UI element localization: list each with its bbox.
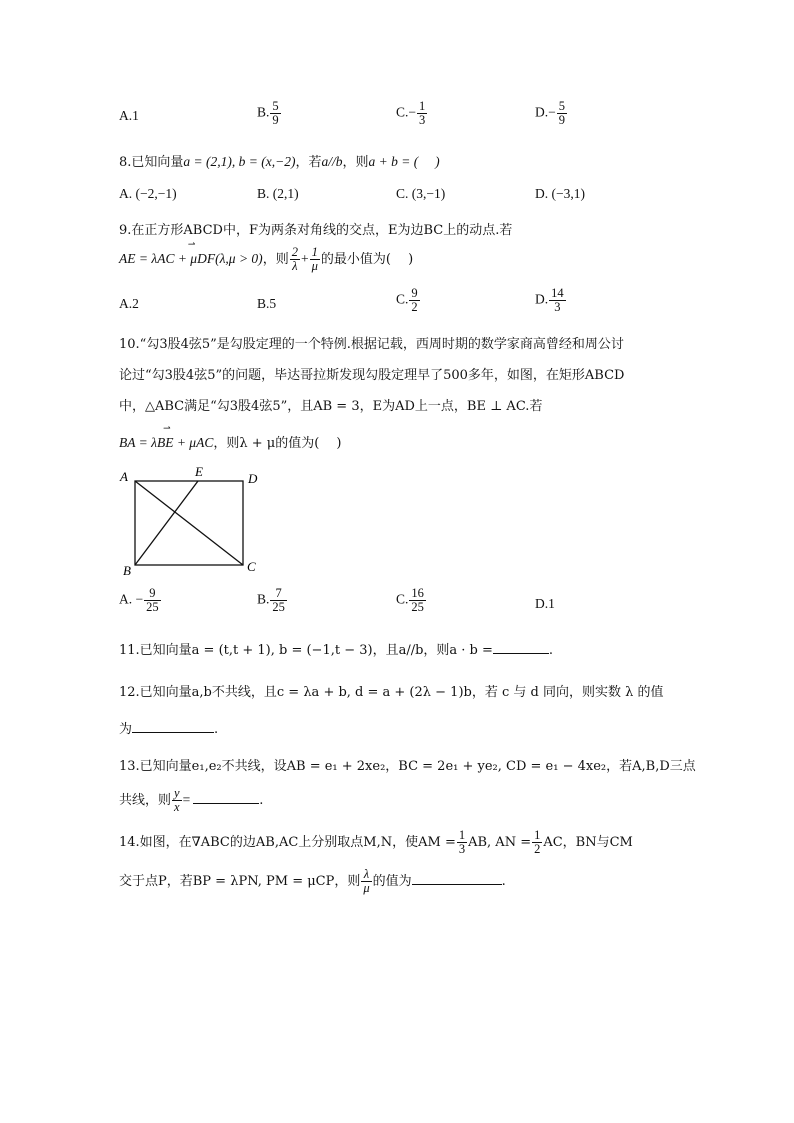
q10-option-a: A. − $\frac{9}{25}$: [119, 586, 159, 615]
q10-stem-line1: 10.“勾3股4弦5”是勾股定理的一个特例.根据记载，西周时期的数学家商高曾经和周公讨: [119, 337, 624, 352]
q8-stem: 8.已知向量a = (2,1), b = (x,−2)，若a//b，则a + b = ( ): [119, 154, 440, 170]
q11-answer-blank[interactable]: [493, 641, 549, 654]
q9-stem-line2: ⇀ AE = λAC + μDF(λ,μ > 0)，则 $\frac{2}{\lambda}$ + $\frac{1}{\mu}$ 的最小值为( ): [119, 246, 413, 273]
q12-answer-blank[interactable]: [132, 720, 214, 733]
rectangle-figure: [115, 462, 265, 580]
q10-stem-line3: 中，△ABC满足“勾3股4弦5”，且AB = 3，E为AD上一点，BE ⊥ AC.若: [119, 399, 543, 414]
q10-option-d: D.1: [535, 596, 555, 611]
q10-option-c: C. $\frac{16}{25}$: [396, 586, 424, 615]
q9-option-b: B.5: [257, 296, 277, 311]
q10-option-b: B. $\frac{7}{25}$: [257, 586, 285, 615]
label-d: D: [248, 471, 258, 486]
q12-stem-line2: 为 .: [119, 722, 219, 737]
q14-stem-line2: 交于点P，若BP = λPN, PM = μCP，则 $\frac{\lambda}{\mu}$ 的值为 .: [119, 867, 506, 896]
q13-stem-line2: 共线，则 $\frac{y}{x}$ = .: [119, 786, 264, 815]
q10-stem-line2: 论过“勾3股4弦5”的问题，毕达哥拉斯发现勾股定理早了500多年，如图，在矩形ABCD: [119, 368, 625, 383]
q11-stem: 11.已知向量a = (t,t + 1), b = (−1,t − 3)，且a//b，则a · b = .: [119, 643, 554, 658]
q13-answer-blank[interactable]: [193, 791, 259, 804]
label-a: A: [120, 469, 128, 484]
q13-stem-line1: 13.已知向量e₁,e₂不共线，设AB = e₁ + 2xe₂，BC = 2e₁ + ye₂, CD = e₁ − 4xe₂，若A,B,D三点: [119, 759, 696, 774]
label-c: C: [247, 559, 256, 574]
q8-option-d: D. (−3,1): [535, 186, 585, 201]
q9-option-a: A.2: [119, 296, 139, 311]
label-b: B: [123, 563, 131, 578]
q10-stem-line4: ⇀ BA = λBE + μAC，则λ + μ的值为( ): [119, 432, 341, 451]
q7-option-a: A.1: [119, 108, 139, 123]
q9-option-d: D. $\frac{14}{3}$: [535, 286, 564, 315]
q9-stem-line1: 9.在正方形ABCD中，F为两条对角线的交点，E为边BC上的动点.若: [119, 223, 513, 238]
q8-option-c: C. (3,−1): [396, 186, 446, 201]
q12-stem-line1: 12.已知向量a,b不共线，且c = λa + b, d = a + (2λ − 1)b，若 c 与 d 同向，则实数 λ 的值: [119, 685, 664, 700]
q14-stem-line1: 14.如图，在∇ABC的边AB,AC上分别取点M,N，使AM = $\frac{1}{3}$ AB, AN = $\frac{1}{2}$ AC，BN与CM: [119, 828, 633, 857]
q8-option-b: B. (2,1): [257, 186, 299, 201]
label-e: E: [195, 464, 203, 479]
q7-option-b: B. $\frac{5}{9}$: [257, 99, 279, 128]
q8-option-a: A. (−2,−1): [119, 186, 177, 201]
q14-answer-blank[interactable]: [412, 872, 502, 885]
q7-option-d: D.− $\frac{5}{9}$: [535, 99, 565, 128]
q9-option-c: C. $\frac{9}{2}$: [396, 286, 418, 315]
q7-option-c: C.− $\frac{1}{3}$: [396, 99, 426, 128]
